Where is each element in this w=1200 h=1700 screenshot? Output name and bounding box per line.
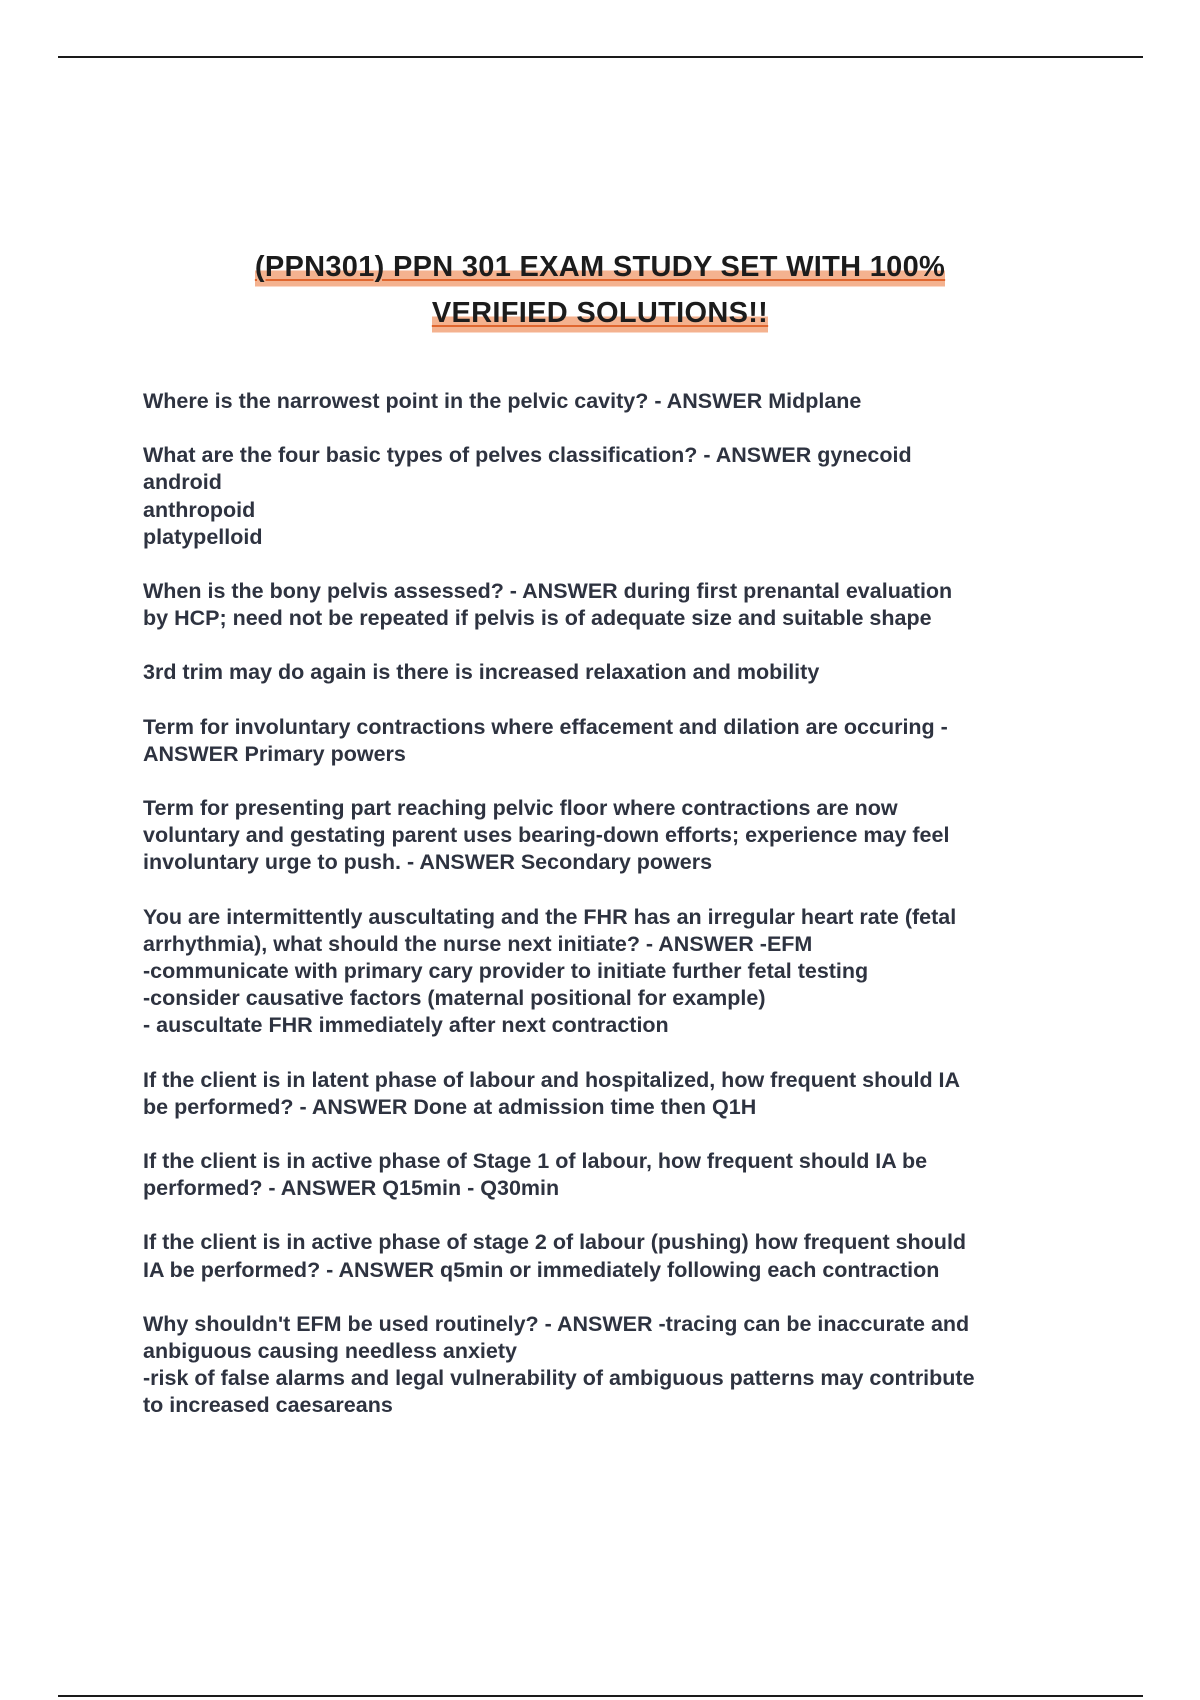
qa-entry: If the client is in active phase of stage 2 of labour (pushing) how frequent should IA be performed? - ANSWER q5min or immediately following each contraction	[143, 1230, 967, 1282]
qa-entry: If the client is in latent phase of labour and hospitalized, how frequent should IA be performed? - ANSWER Done at admission time then Q1H	[143, 1067, 961, 1119]
qa-entry: Term for involuntary contractions where effacement and dilation are occuring - ANSWER Primary powers	[143, 714, 948, 766]
bottom-rule	[58, 1695, 1143, 1697]
qa-entry: You are intermittently auscultating and the FHR has an irregular heart rate (fetal arrhythmia), what should the nurse next initiate? - ANSWER -EFM -communicate with primary cary provider to initiate further fetal testing -consider causative factors (maternal positional for example) - auscultate FHR immediately after next contraction	[143, 904, 957, 1038]
qa-entry: If the client is in active phase of Stage 1 of labour, how frequent should IA be performed? - ANSWER Q15min - Q30min	[143, 1149, 928, 1201]
document-title	[0, 244, 1200, 336]
title-line-1: (PPN301) PPN 301 EXAM STUDY SET WITH 100%	[255, 244, 945, 290]
qa-entry: Why shouldn't EFM be used routinely? - ANSWER -tracing can be inaccurate and anbiguous causing needless anxiety -risk of false alarms and legal vulnerability of ambiguous patterns may contribute to increased caesareans	[143, 1311, 975, 1418]
title-line-2: VERIFIED SOLUTIONS!!	[432, 290, 768, 336]
qa-entry: What are the four basic types of pelves classification? - ANSWER gynecoid android anthropoid platypelloid	[143, 443, 912, 549]
qa-entry: Where is the narrowest point in the pelvic cavity? - ANSWER Midplane	[143, 389, 862, 413]
qa-list	[143, 388, 1063, 1447]
qa-entry: Term for presenting part reaching pelvic floor where contractions are now voluntary and gestating parent uses bearing-down efforts; experience may feel involuntary urge to push. - ANSWER Secondary powers	[143, 796, 950, 875]
top-rule	[58, 56, 1143, 58]
qa-entry: When is the bony pelvis assessed? - ANSWER during first prenantal evaluation by HCP; need not be repeated if pelvis is of adequate size and suitable shape	[143, 579, 953, 631]
qa-entry: 3rd trim may do again is there is increased relaxation and mobility	[143, 660, 820, 685]
